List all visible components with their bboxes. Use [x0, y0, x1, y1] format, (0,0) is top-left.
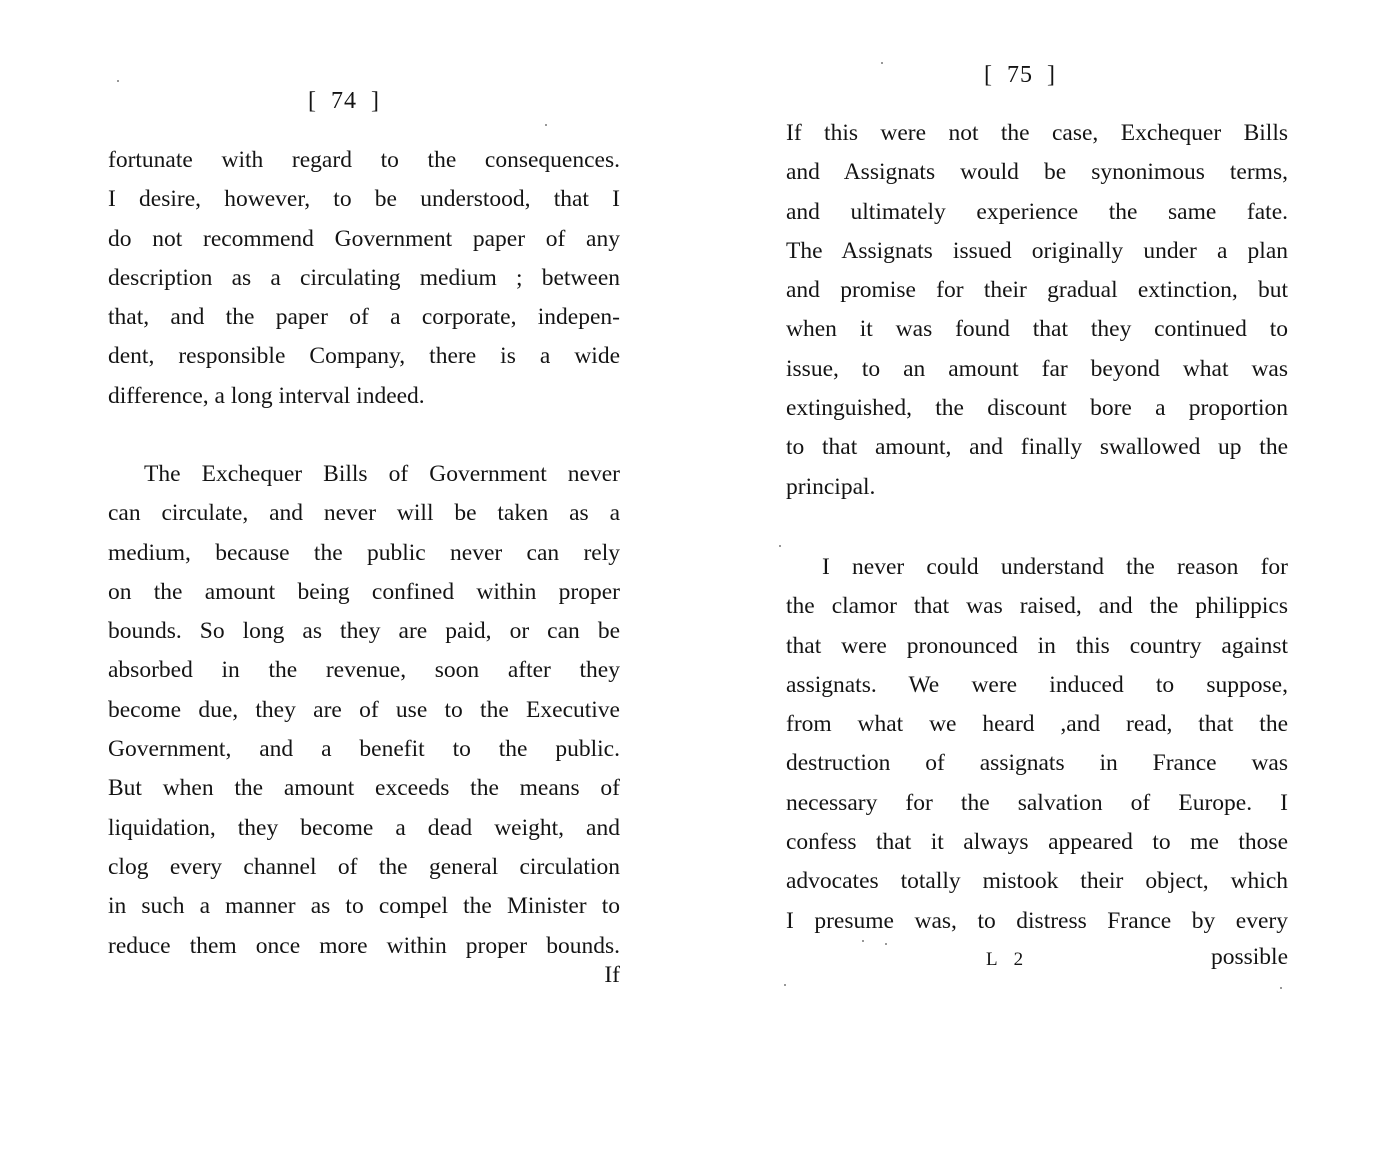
text-line: do not recommend Government paper of any	[108, 225, 620, 252]
paragraph	[108, 141, 620, 416]
catchword: possible	[1210, 944, 1288, 970]
catchword: If	[604, 962, 620, 988]
text-line: dent, responsible Company, there is a wide	[108, 343, 620, 370]
text-line: necessary for the salvation of Europe. I	[786, 789, 1288, 816]
page-number: 74	[331, 88, 357, 114]
scan-speck	[779, 545, 781, 547]
text-line: The Assignats issued originally under a plan	[786, 237, 1288, 264]
text-line: on the amount being confined within proper	[108, 578, 620, 605]
paragraph	[786, 548, 1288, 941]
text-line: and ultimately experience the same fate.	[786, 198, 1288, 225]
header-bracket-open: [	[984, 62, 993, 88]
text-line: to that amount, and finally swallowed up the	[786, 434, 1288, 461]
text-line: reduce them once more within proper bounds.	[108, 932, 620, 959]
scan-speck	[117, 80, 119, 82]
text-line: become due, they are of use to the Executive	[108, 696, 620, 723]
text-line: I presume was, to distress France by every	[786, 907, 1288, 934]
text-line: difference, a long interval indeed.	[108, 382, 425, 409]
text-line: advocates totally mistook their object, which	[786, 868, 1288, 895]
text-line: fortunate with regard to the consequences.	[108, 147, 620, 173]
text-line: and promise for their gradual extinction, but	[786, 277, 1288, 304]
text-line: issue, to an amount far beyond what was	[786, 355, 1288, 382]
text-line: assignats. We were induced to suppose,	[786, 671, 1288, 698]
text-line: when it was found that they continued to	[786, 316, 1288, 343]
scan-speck	[885, 943, 887, 945]
text-line: principal.	[786, 473, 876, 500]
scan-speck	[545, 124, 547, 126]
text-line: bounds. So long as they are paid, or can be	[108, 618, 620, 645]
text-line: absorbed in the revenue, soon after they	[108, 657, 620, 684]
scan-speck	[784, 984, 786, 986]
header-bracket-close: ]	[371, 88, 380, 114]
scan-speck	[862, 940, 864, 942]
text-line: But when the amount exceeds the means of	[108, 775, 620, 802]
paragraph	[786, 114, 1288, 507]
text-line: that were pronounced in this country against	[786, 632, 1288, 659]
text-line: I desire, however, to be understood, that I	[108, 186, 620, 213]
text-line: that, and the paper of a corporate, indepen-	[108, 304, 620, 331]
text-line: extinguished, the discount bore a proportion	[786, 395, 1288, 422]
text-line: in such a manner as to compel the Minister to	[108, 893, 620, 920]
page-header	[308, 88, 380, 115]
paragraph	[108, 455, 620, 966]
text-line: medium, because the public never can rely	[108, 539, 620, 566]
page-number: 75	[1007, 62, 1033, 88]
text-line: The Exchequer Bills of Government never	[144, 461, 620, 487]
header-bracket-close: ]	[1047, 62, 1056, 88]
page-header	[984, 62, 1056, 89]
header-bracket-open: [	[308, 88, 317, 114]
scan-speck	[881, 62, 883, 64]
text-line: from what we heard ,and read, that the	[786, 711, 1288, 738]
signature-mark: L 2	[986, 949, 1030, 970]
text-line: destruction of assignats in France was	[786, 750, 1288, 777]
text-line: can circulate, and never will be taken as a	[108, 500, 620, 527]
text-line: the clamor that was raised, and the philippics	[786, 593, 1288, 620]
text-line: Government, and a benefit to the public.	[108, 736, 620, 763]
text-line: I never could understand the reason for	[822, 554, 1288, 580]
text-line: If this were not the case, Exchequer Bills	[786, 120, 1288, 146]
scan-speck	[1280, 987, 1282, 989]
text-line: confess that it always appeared to me those	[786, 829, 1288, 856]
text-line: clog every channel of the general circulation	[108, 853, 620, 880]
text-line: liquidation, they become a dead weight, and	[108, 814, 620, 841]
text-line: description as a circulating medium ; between	[108, 264, 620, 291]
text-line: and Assignats would be synonimous terms,	[786, 159, 1288, 186]
